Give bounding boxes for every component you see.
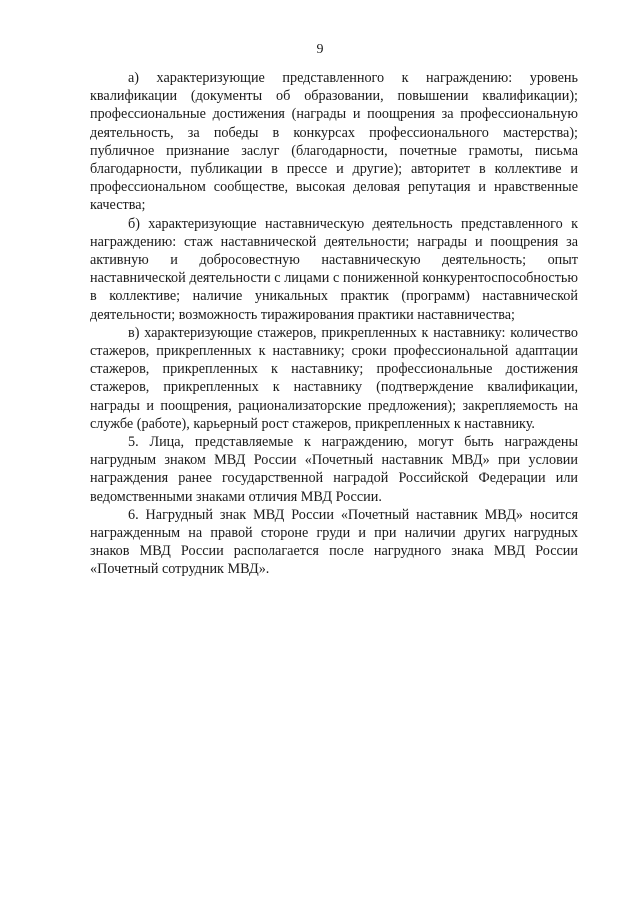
- paragraph-6: 6. Нагрудный знак МВД России «Почетный наставник МВД» носится награжденным на правой стороне груди и при наличии других нагрудных знаков МВД России располагается после нагрудного знака МВД России «Почетный сотрудник МВД».: [90, 506, 578, 578]
- document-body: [90, 69, 578, 579]
- paragraph-b: б) характеризующие наставническую деятельность представленного к награждению: стаж наставнической деятельности; награды и поощрения за активную и добросовестную наставническую деятельность; опыт наставнической деятельности с лицами с пониженной конкурентоспособностью в коллективе; наличие уникальных практик (программ) наставнической деятельности; возможность тиражирования практики наставничества;: [90, 215, 578, 323]
- paragraph-5: 5. Лица, представляемые к награждению, могут быть награждены нагрудным знаком МВД России «Почетный наставник МВД» при условии награждения ранее государственной наградой Российской Федерации или ведомственными знаками отличия МВД России.: [90, 434, 578, 505]
- paragraph-v: в) характеризующие стажеров, прикрепленных к наставнику: количество стажеров, прикрепленных к наставнику; сроки профессиональной адаптации стажеров, прикрепленных к наставнику; профессиональные достижения стажеров, прикрепленных к наставнику (подтверждение квалификации, награды и поощрения, рационализаторские предложения); закрепляемость на службе (работе), карьерный рост стажеров, прикрепленных к наставнику.: [90, 324, 578, 432]
- page-number: 9: [316, 42, 324, 57]
- paragraph-a: а) характеризующие представленного к награждению: уровень квалификации (документы об образовании, повышении квалификации); профессиональные достижения (награды и поощрения за профессиональную деятельность, за победы в конкурсах профессионального мастерства); публичное признание заслуг (благодарности, почетные грамоты, письма благодарности, публикации в прессе и другие); авторитет в коллективе и профессиональном сообществе, высокая деловая репутация и нравственные качества;: [90, 70, 578, 214]
